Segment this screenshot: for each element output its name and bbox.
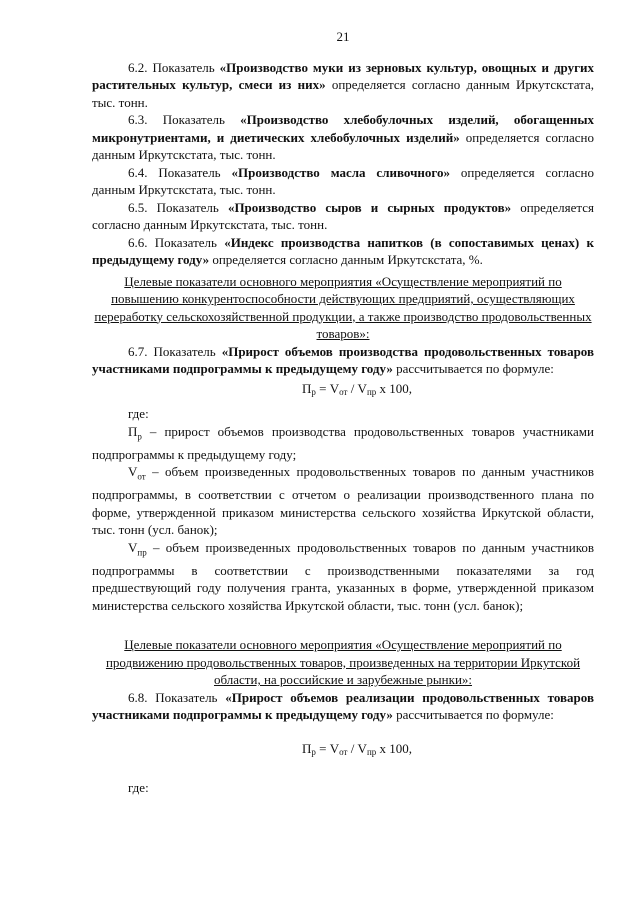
definition-pp: $П_р$ – прирост объемов производства продовольственных товаров участниками подпрограммы к предыдущему году; — [92, 423, 594, 462]
paragraph-lead: 6.6. Показатель — [128, 234, 225, 250]
paragraph-tail: рассчитывается по формуле: — [392, 707, 554, 723]
page-number: 21 — [336, 29, 350, 44]
indicator-name: «Производство сыров и сырных продуктов» — [227, 199, 512, 215]
paragraph-lead: 6.8. Показатель — [128, 689, 226, 705]
indicator-name: «Производство муки из зерновых культур, овощных и других растительных культур, смеси из них» — [92, 59, 594, 92]
paragraph-tail: определяется согласно данным Иркутскстата, тыс. тонн. — [92, 199, 594, 232]
paragraph-6-8 — [92, 689, 594, 724]
paragraph-tail: определяется согласно данным Иркутскстата, тыс. тонн. — [92, 77, 594, 110]
paragraph-tail: определяется согласно данным Иркутскстата, %. — [209, 252, 483, 267]
paragraph-lead: 6.5. Показатель — [128, 199, 228, 215]
indicator-name: «Производство хлебобулочных изделий, обогащенных микронутриентами, и диетических хлебобулочных изделий» — [92, 112, 594, 145]
section-heading-promotion: Целевые показатели основного мероприятия «Осуществление мероприятий по продвижению продовольственных товаров, произведенных на территории Иркутской области, на российские и зарубежные рынки»: — [105, 637, 581, 688]
paragraph-tail: определяется согласно данным Иркутскстата, тыс. тонн. — [92, 129, 594, 162]
formula-growth-production: $П_р = V_{от} / V_{пр}$ х 100, — [301, 380, 413, 397]
indicator-name: «Прирост объемов производства продовольственных товаров участниками подпрограммы к предыдущему году» — [92, 343, 594, 376]
indicator-name: «Прирост объемов реализации продовольственных товаров участниками подпрограммы к предыдущему году» — [92, 689, 594, 723]
section-heading-competitiveness: Целевые показатели основного мероприятия «Осуществление мероприятий по повышению конкурентоспособности действующих предприятий, осуществляющих переработку сельскохозяйственной продукции, а также производство продовольственных товаров»: — [94, 273, 592, 341]
where-label: где: — [128, 780, 149, 796]
indicator-name: «Индекс производства напитков (в сопоставимых ценах) к предыдущему году» — [92, 234, 594, 267]
paragraph-6-3 — [92, 111, 594, 164]
document-page — [92, 28, 594, 797]
formula-growth-sales: $П_р = V_{от} / V_{пр}$ х 100, — [301, 740, 413, 757]
paragraph-lead: 6.3. Показатель — [128, 112, 241, 127]
where-label: где: — [128, 406, 149, 421]
paragraph-6-2 — [92, 59, 594, 112]
paragraph-lead: 6.7. Показатель — [128, 343, 222, 359]
definition-vpr: $V_{пр}$ – объем произведенных продовольственных товаров по данным участников подпрограммы в соответствии с производственными показателями за год предшествующий году получения гранта, указанных в форме, утвержденной приказом министерства сельского хозяйства Иркутской области, тыс. тонн (усл. банок); — [92, 539, 594, 613]
paragraph-6-7 — [92, 343, 594, 378]
paragraph-tail: рассчитывается по формуле: — [392, 361, 554, 376]
indicator-name: «Производство масла сливочного» — [231, 164, 450, 180]
definition-vot: $V_{от}$ – объем произведенных продовольственных товаров по данным участников подпрограммы, в соответствии с отчетом о реализации производственного плана по форме, утвержденной приказом министерства сельского хозяйства Иркутской области, тыс. тонн (усл. банок); — [92, 464, 594, 538]
paragraph-6-4 — [92, 164, 594, 199]
paragraph-6-5 — [92, 199, 594, 234]
paragraph-tail: определяется согласно данным Иркутскстата, тыс. тонн. — [92, 164, 594, 197]
paragraph-lead: 6.2. Показатель — [128, 59, 220, 75]
paragraph-6-6 — [92, 234, 594, 269]
paragraph-lead: 6.4. Показатель — [128, 164, 232, 180]
